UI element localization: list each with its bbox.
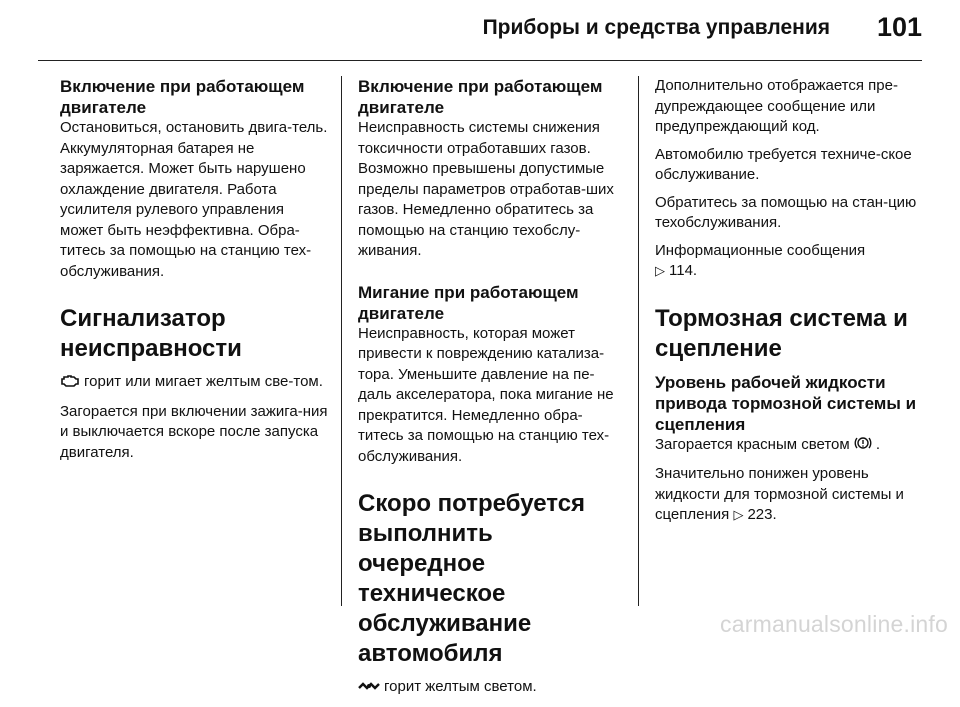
paragraph: Остановиться, остановить двига-тель. Аккумуляторная батарея не заряжается. Может быть нарушено охлаждение двигателя. Работа усилителя рулевого управления может быть неэффективна. Обра-титесь за помощью на станцию тех-обслуживания. — [60, 119, 328, 280]
section-heading: Мигание при работающем двигателе — [358, 282, 579, 323]
section-heading: Уровень рабочей жидкости привода тормозной системы и сцепления — [655, 372, 917, 434]
paragraph — [358, 677, 626, 700]
reference-arrow-icon: ▷ — [655, 263, 665, 278]
section-title: Скоро потребуется выполнить очередное техническое обслуживание автомобиля — [358, 490, 586, 667]
reference-arrow-icon: ▷ — [733, 507, 744, 522]
paragraph — [60, 372, 328, 395]
engine-warning-icon — [60, 374, 80, 395]
paragraph-text: Загорается красным светом — [655, 435, 850, 453]
paragraph: Загорается при включении зажига-ния и выключается вскоре после запуска двигателя. — [60, 402, 328, 461]
paragraph: Неисправность системы снижения токсичности отработавших газов. Возможно превышены допустимые пределы параметров отработав-ших газов. Немедленно обратитесь за помощью на станцию техобслу-живания. — [358, 119, 614, 259]
paragraph: Дополнительно отображается пре-дупреждающее сообщение или предупреждающий код. — [655, 77, 898, 135]
brake-warning-icon — [854, 435, 872, 458]
paragraph: Загорается красным светом . — [655, 435, 925, 458]
paragraph — [655, 464, 925, 526]
section-heading: Включение при работающем двигателе — [60, 77, 305, 117]
paragraph: Обратитесь за помощью на стан-цию техобслуживания. — [655, 193, 917, 231]
header-divider — [38, 60, 922, 61]
section-heading: Включение при работающем двигателе — [358, 77, 603, 117]
paragraph-text: горит желтым светом. — [384, 678, 537, 695]
column-divider — [638, 76, 639, 606]
column-divider — [341, 76, 342, 606]
section-title: Тормозная система и сцепление — [655, 304, 908, 362]
paragraph: Неисправность, которая может привести к повреждению катализа-тора. Уменьшите давление на пе-даль акселератора, пока мигание не прекратится. Немедленно обра-титесь за помощью на станцию тех-обслуживания. — [358, 324, 614, 465]
paragraph-text: горит или мигает желтым све-том. — [84, 373, 323, 390]
page-reference[interactable]: 223. — [747, 506, 777, 523]
page-header-title: Приборы и средства управления — [482, 16, 830, 39]
column-1 — [60, 76, 328, 470]
column-2 — [358, 76, 626, 707]
paragraph-text: Значительно понижен уровень жидкости для тормозной системы и сцепления — [655, 465, 904, 523]
page-reference[interactable]: 114. — [669, 262, 698, 279]
watermark: carmanualsonline.info — [720, 611, 948, 637]
service-wrench-icon — [358, 679, 380, 700]
paragraph: Автомобилю требуется техниче-ское обслуживание. — [655, 145, 912, 183]
page-number: 101 — [876, 12, 922, 42]
paragraph — [655, 241, 925, 282]
column-3 — [655, 76, 925, 533]
section-title: Сигнализатор неисправности — [60, 305, 242, 362]
paragraph-text: Информационные сообщения — [655, 241, 866, 259]
